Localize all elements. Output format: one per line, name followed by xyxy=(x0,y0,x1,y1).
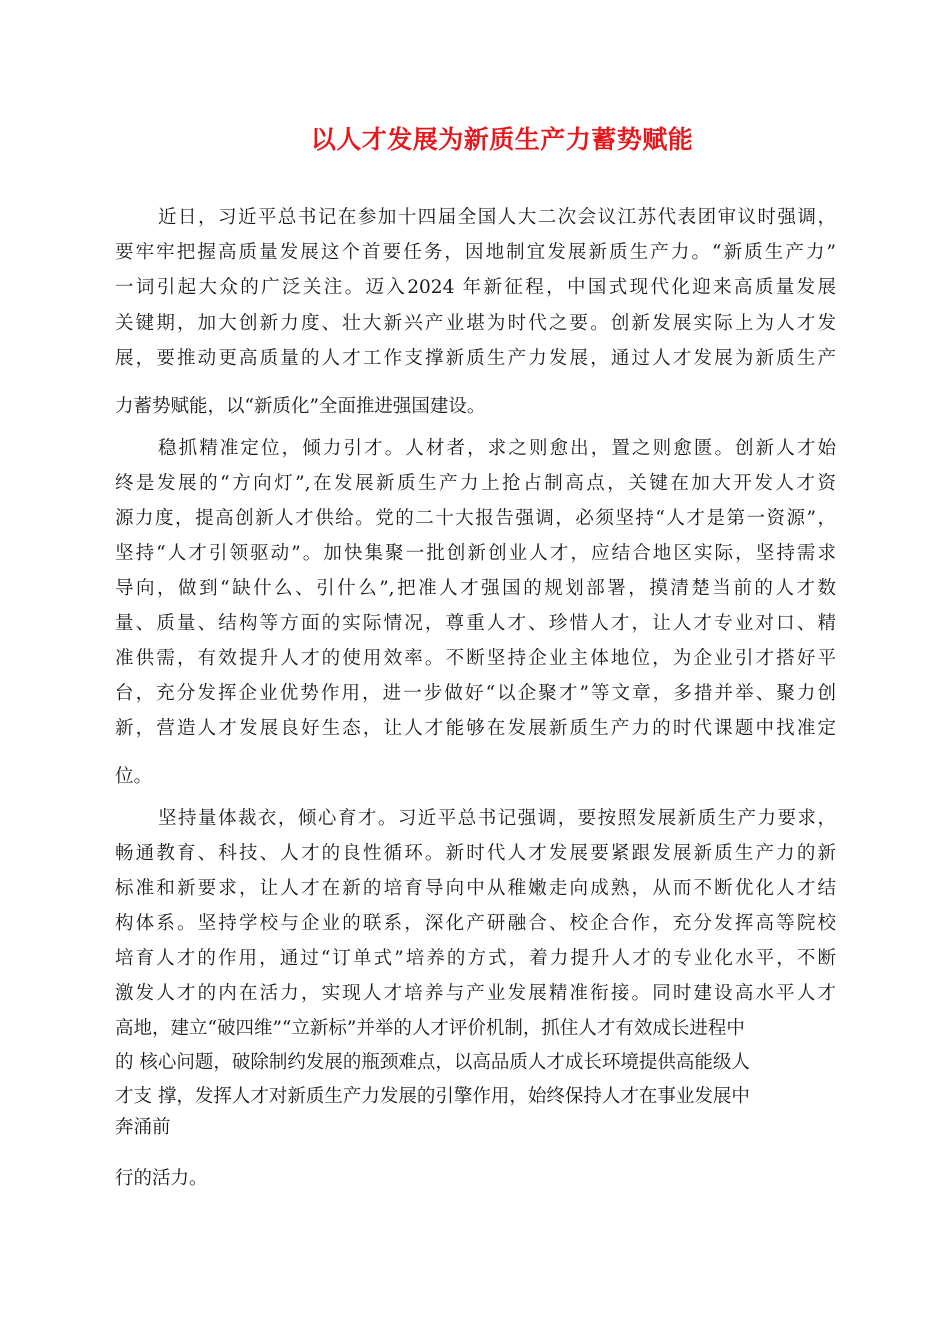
paragraph-line: 奔涌前 xyxy=(115,1117,171,1138)
paragraph-line: 标准和新要求，让人才在新的培育导向中从稚嫩走向成熟，从而不断优化人才结 xyxy=(115,878,836,899)
paragraph-line: 位。 xyxy=(115,766,153,787)
paragraph-line: 坚持量体裁衣，倾心育才。习近平总书记强调，要按照发展新质生产力要求， xyxy=(158,808,836,829)
paragraph-line: 终是发展的“方向灯”,在发展新质生产力上抢占制高点，关键在加大开发人才资 xyxy=(115,473,836,494)
paragraph-line: 激发人才的内在活力，实现人才培养与产业发展精准衔接。同时建设高水平人才 xyxy=(115,983,836,1004)
paragraph-line: 稳抓精准定位，倾力引才。人材者，求之则愈出，置之则愈匮。创新人才始 xyxy=(158,438,836,459)
paragraph-line: 高地，建立“破四维”“立新标”并举的人才评价机制，抓住人才有效成长进程中 xyxy=(115,1018,745,1039)
paragraph-line: 新，营造人才发展良好生态，让人才能够在发展新质生产力的时代课题中找准定 xyxy=(115,718,836,739)
paragraph-line: 导向，做到“缺什么、引什么”,把准人才强国的规划部署，摸清楚当前的人才数 xyxy=(115,578,836,599)
paragraph-line: 畅通教育、科技、人才的良性循环。新时代人才发展要紧跟发展新质生产力的新 xyxy=(115,843,836,864)
paragraph-line: 坚持“人才引领驱动”。加快集聚一批创新创业人才，应结合地区实际，坚持需求 xyxy=(115,543,836,564)
paragraph-line: 一词引起大众的广泛关注。迈入2024 年新征程，中国式现代化迎来高质量发展 xyxy=(115,277,836,298)
document-title: 以人才发展为新质生产力蓄势赋能 xyxy=(310,125,694,154)
paragraph-line: 培育人才的作用，通过“订单式”培养的方式，着力提升人才的专业化水平，不断 xyxy=(115,948,836,969)
paragraph-line: 源力度，提高创新人才供给。党的二十大报告强调，必须坚持“人才是第一资源”， xyxy=(115,508,836,529)
paragraph-line: 要牢牢把握高质量发展这个首要任务，因地制宜发展新质生产力。“新质生产力” xyxy=(115,242,836,263)
paragraph-line: 力蓄势赋能，以“新质化”全面推进强国建设。 xyxy=(115,396,486,417)
paragraph-line: 展，要推动更高质量的人才工作支撑新质生产力发展，通过人才发展为新质生产 xyxy=(115,348,836,369)
paragraph-line: 行的活力。 xyxy=(115,1168,208,1189)
paragraph-line: 准供需，有效提升人才的使用效率。不断坚持企业主体地位，为企业引才搭好平 xyxy=(115,648,836,669)
paragraph-line: 构体系。坚持学校与企业的联系，深化产研融合、校企合作，充分发挥高等院校 xyxy=(115,913,836,934)
paragraph-line: 近日，习近平总书记在参加十四届全国人大二次会议江苏代表团审议时强调， xyxy=(158,207,836,228)
paragraph-line: 的 核心问题，破除制约发展的瓶颈难点，以高品质人才成长环境提供高能级人 xyxy=(115,1052,750,1073)
paragraph-line: 关键期，加大创新力度、壮大新兴产业堪为时代之要。创新发展实际上为人才发 xyxy=(115,313,836,334)
paragraph-line: 才支 撑，发挥人才对新质生产力发展的引擎作用，始终保持人才在事业发展中 xyxy=(115,1086,750,1107)
paragraph-line: 台，充分发挥企业优势作用，进一步做好“以企聚才”等文章，多措并举、聚力创 xyxy=(115,683,836,704)
paragraph-line: 量、质量、结构等方面的实际情况，尊重人才、珍惜人才，让人才专业对口、精 xyxy=(115,613,836,634)
